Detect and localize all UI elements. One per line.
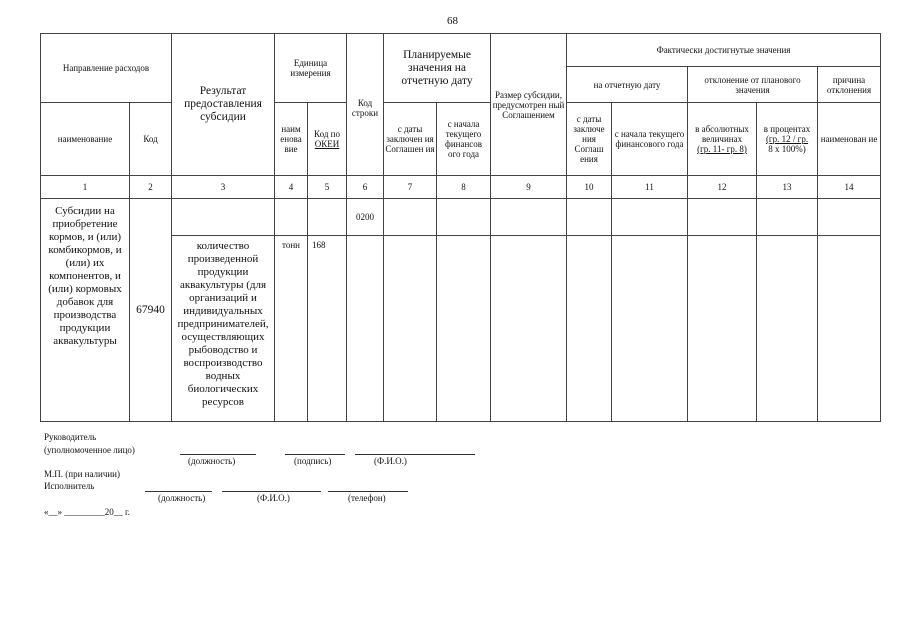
col-number: 1 xyxy=(41,176,130,199)
col-number: 14 xyxy=(818,176,881,199)
col-number: 10 xyxy=(567,176,612,199)
fio-line xyxy=(355,454,475,455)
position-caption: (должность) xyxy=(188,456,236,466)
table-row xyxy=(41,199,881,236)
row-result: количество произведенной продукции аквакультуры (для организаций и индивидуальных предпринимателей, осуществляющих рыбоводство и воспроизводство водных биологических ресурсов xyxy=(172,236,275,422)
col-number: 12 xyxy=(688,176,757,199)
executor-fio-caption: (Ф.И.О.) xyxy=(257,493,290,503)
col-number: 13 xyxy=(757,176,818,199)
header-result: Результат предоставления субсидии xyxy=(172,34,275,176)
date-line: «__» _________20__ г. xyxy=(44,507,130,517)
signature-caption: (подпись) xyxy=(294,456,332,466)
page-number: 68 xyxy=(447,15,458,27)
col-number: 8 xyxy=(437,176,491,199)
header-row-code: Код строки xyxy=(347,34,384,176)
header-reason: причина отклонения xyxy=(818,67,881,103)
header-unit-code: Код по ОКЕИ xyxy=(308,103,347,176)
header-actual-from-agreement: с даты заключе ния Соглаш ения xyxy=(567,103,612,176)
header-name: наименование xyxy=(41,103,130,176)
head-label: Руководитель xyxy=(44,432,97,442)
row-unit: тонн xyxy=(275,236,308,422)
header-from-year-start: с начала текущего финансов ого года xyxy=(437,103,491,176)
position-line xyxy=(180,454,256,455)
executor-position-line xyxy=(145,491,212,492)
header-deviation: отклонение от планового значения xyxy=(688,67,818,103)
header-unit-name: наим енова вие xyxy=(275,103,308,176)
row-unit-code: 168 xyxy=(308,236,347,422)
header-as-of-report: на отчетную дату xyxy=(567,67,688,103)
header-planned: Планируемые значения на отчетную дату xyxy=(384,34,491,103)
header-absolute: в абсолютных величинах (гр. 11- гр. 8) xyxy=(688,103,757,176)
executor-fio-line xyxy=(222,491,321,492)
header-percent: в процентах (гр. 12 / гр. 8 x 100%) xyxy=(757,103,818,176)
stamp-label: М.П. (при наличии) xyxy=(44,469,120,479)
col-number: 3 xyxy=(172,176,275,199)
executor-label: Исполнитель xyxy=(44,481,95,491)
col-number: 11 xyxy=(612,176,688,199)
signature-line xyxy=(285,454,345,455)
col-number: 6 xyxy=(347,176,384,199)
col-number: 9 xyxy=(491,176,567,199)
row-line-code: 0200 xyxy=(347,199,384,236)
fio-caption: (Ф.И.О.) xyxy=(374,456,407,466)
column-numbers-row xyxy=(41,176,881,199)
row-name: Субсидии на приобретение кормов, и (или) комбикормов, и (или) их компонентов, и (или) кормовых добавок для производства продукции аквакультуры xyxy=(41,199,130,422)
col-number: 2 xyxy=(130,176,172,199)
header-from-agreement: с даты заключен ия Соглашен ия xyxy=(384,103,437,176)
header-expense-direction: Направление расходов xyxy=(41,34,172,103)
executor-phone-caption: (телефон) xyxy=(348,493,386,503)
header-actual: Фактически достигнутые значения xyxy=(567,34,881,67)
header-code: Код xyxy=(130,103,172,176)
header-unit: Единица измерения xyxy=(275,34,347,103)
head-sub-label: (уполномоченное лицо) xyxy=(44,445,135,455)
header-subsidy-size: Размер субсидии, предусмотрен ный Соглашением xyxy=(491,34,567,176)
header-reason-name: наименован ие xyxy=(818,103,881,176)
report-table xyxy=(40,33,881,422)
executor-phone-line xyxy=(328,491,408,492)
row-code: 67940 xyxy=(130,199,172,422)
executor-position-caption: (должность) xyxy=(158,493,206,503)
col-number: 5 xyxy=(308,176,347,199)
header-actual-from-year-start: с начала текущего финансового года xyxy=(612,103,688,176)
col-number: 7 xyxy=(384,176,437,199)
col-number: 4 xyxy=(275,176,308,199)
